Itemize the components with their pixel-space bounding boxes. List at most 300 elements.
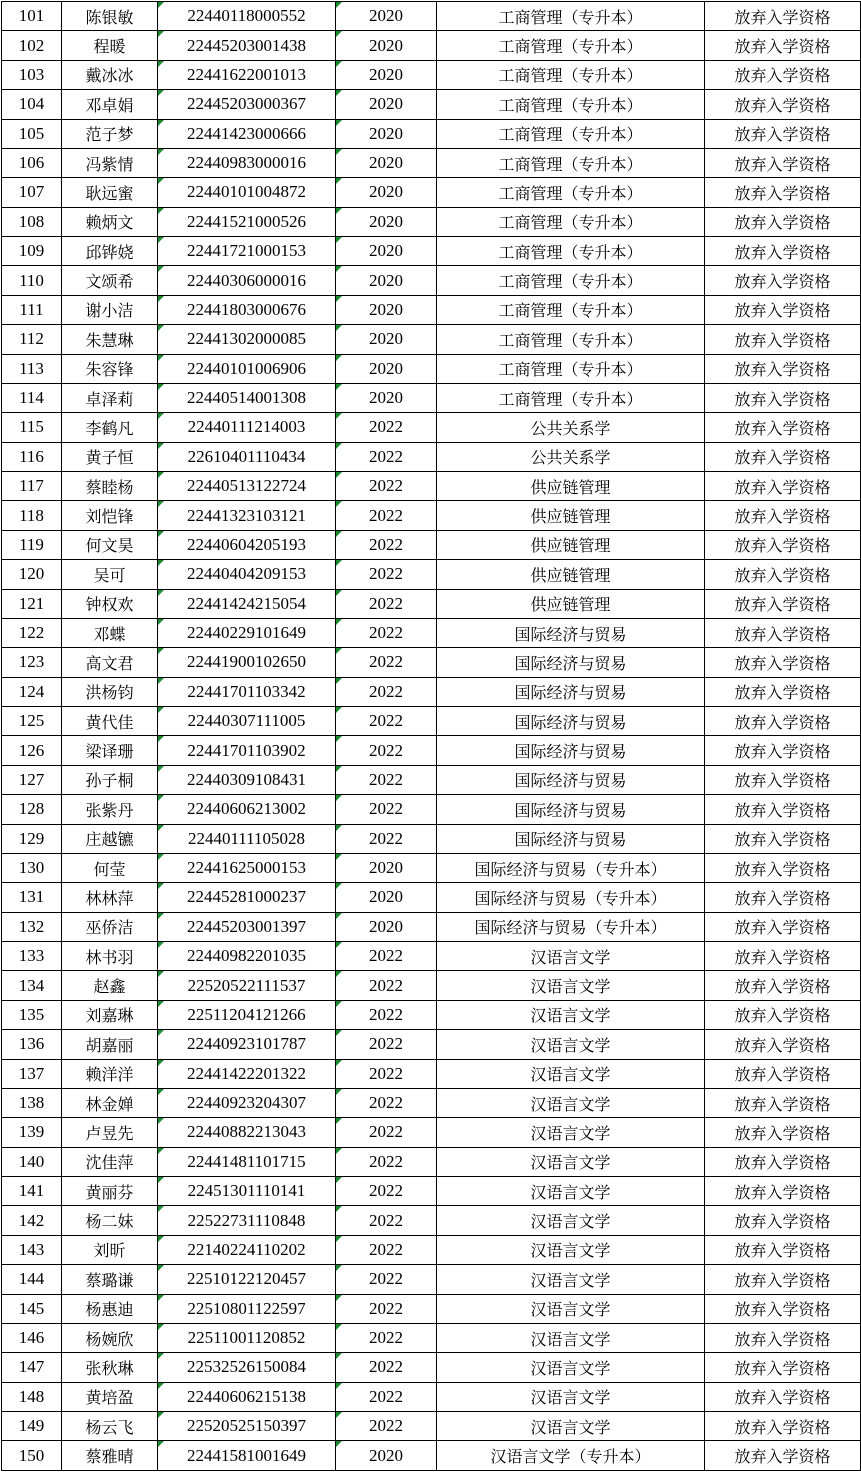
student-name-cell: 邱铧娆 — [62, 237, 158, 266]
exam-id-cell: 22440923101787 — [158, 1030, 336, 1059]
exam-id-cell: 22510122120457 — [158, 1265, 336, 1294]
enrollment-year-cell: 2020 — [336, 383, 437, 412]
student-name-cell: 蔡璐谦 — [62, 1265, 158, 1294]
row-number-cell: 115 — [2, 413, 62, 442]
major-cell: 供应链管理 — [437, 560, 705, 589]
student-name-cell: 孙子桐 — [62, 765, 158, 794]
major-cell: 国际经济与贸易 — [437, 795, 705, 824]
student-name-cell: 钟权欢 — [62, 589, 158, 618]
row-number-cell: 114 — [2, 383, 62, 412]
student-name-cell: 杨云飞 — [62, 1412, 158, 1441]
table-body — [2, 2, 861, 1471]
student-name-cell: 何莹 — [62, 853, 158, 882]
enrollment-year-cell: 2020 — [336, 148, 437, 177]
table-row — [2, 442, 861, 471]
status-cell: 放弃入学资格 — [705, 736, 861, 765]
major-cell: 工商管理（专升本） — [437, 325, 705, 354]
student-name-cell: 庄越镳 — [62, 824, 158, 853]
student-name-cell: 吴可 — [62, 560, 158, 589]
row-number-cell: 145 — [2, 1294, 62, 1323]
enrollment-year-cell: 2022 — [336, 795, 437, 824]
enrollment-year-cell: 2020 — [336, 119, 437, 148]
student-name-cell: 黄培盈 — [62, 1382, 158, 1411]
table-row — [2, 1206, 861, 1235]
major-cell: 工商管理（专升本） — [437, 31, 705, 60]
row-number-cell: 103 — [2, 60, 62, 89]
enrollment-year-cell: 2020 — [336, 325, 437, 354]
enrollment-year-cell: 2020 — [336, 31, 437, 60]
enrollment-year-cell: 2022 — [336, 413, 437, 442]
table-row — [2, 178, 861, 207]
status-cell: 放弃入学资格 — [705, 1353, 861, 1382]
student-name-cell: 卓泽莉 — [62, 383, 158, 412]
major-cell: 汉语言文学 — [437, 1030, 705, 1059]
exam-id-cell: 22441803000676 — [158, 295, 336, 324]
row-number-cell: 144 — [2, 1265, 62, 1294]
student-name-cell: 洪杨钧 — [62, 677, 158, 706]
table-row — [2, 1412, 861, 1441]
exam-id-cell: 22441521000526 — [158, 207, 336, 236]
table-row — [2, 1353, 861, 1382]
row-number-cell: 130 — [2, 853, 62, 882]
exam-id-cell: 22610401110434 — [158, 442, 336, 471]
exam-id-cell: 22441424215054 — [158, 589, 336, 618]
enrollment-year-cell: 2020 — [336, 60, 437, 89]
table-row — [2, 589, 861, 618]
major-cell: 国际经济与贸易 — [437, 618, 705, 647]
row-number-cell: 150 — [2, 1441, 62, 1470]
row-number-cell: 105 — [2, 119, 62, 148]
exam-id-cell: 22441481101715 — [158, 1147, 336, 1176]
exam-id-cell: 22440111105028 — [158, 824, 336, 853]
status-cell: 放弃入学资格 — [705, 795, 861, 824]
major-cell: 汉语言文学 — [437, 1382, 705, 1411]
student-name-cell: 戴冰冰 — [62, 60, 158, 89]
exam-id-cell: 22440513122724 — [158, 472, 336, 501]
status-cell: 放弃入学资格 — [705, 618, 861, 647]
student-name-cell: 文颂希 — [62, 266, 158, 295]
table-row — [2, 1000, 861, 1029]
exam-id-cell: 22511001120852 — [158, 1323, 336, 1352]
row-number-cell: 143 — [2, 1235, 62, 1264]
status-cell: 放弃入学资格 — [705, 677, 861, 706]
status-cell: 放弃入学资格 — [705, 325, 861, 354]
table-row — [2, 1441, 861, 1470]
row-number-cell: 133 — [2, 942, 62, 971]
exam-id-cell: 22440101004872 — [158, 178, 336, 207]
table-row — [2, 354, 861, 383]
row-number-cell: 127 — [2, 765, 62, 794]
table-row — [2, 530, 861, 559]
row-number-cell: 136 — [2, 1030, 62, 1059]
enrollment-year-cell: 2022 — [336, 942, 437, 971]
major-cell: 汉语言文学 — [437, 1235, 705, 1264]
enrollment-year-cell: 2022 — [336, 1118, 437, 1147]
exam-id-cell: 22522731110848 — [158, 1206, 336, 1235]
student-name-cell: 刘嘉琳 — [62, 1000, 158, 1029]
exam-id-cell: 22440111214003 — [158, 413, 336, 442]
student-name-cell: 邓蝶 — [62, 618, 158, 647]
major-cell: 公共关系学 — [437, 442, 705, 471]
table-row — [2, 765, 861, 794]
enrollment-year-cell: 2022 — [336, 1265, 437, 1294]
status-cell: 放弃入学资格 — [705, 1441, 861, 1470]
major-cell: 汉语言文学 — [437, 1294, 705, 1323]
enrollment-year-cell: 2020 — [336, 237, 437, 266]
enrollment-year-cell: 2022 — [336, 765, 437, 794]
row-number-cell: 123 — [2, 648, 62, 677]
table-row — [2, 1382, 861, 1411]
table-row — [2, 325, 861, 354]
student-name-cell: 张秋琳 — [62, 1353, 158, 1382]
major-cell: 国际经济与贸易 — [437, 824, 705, 853]
enrollment-year-cell: 2022 — [336, 824, 437, 853]
major-cell: 供应链管理 — [437, 472, 705, 501]
table-row — [2, 971, 861, 1000]
status-cell: 放弃入学资格 — [705, 765, 861, 794]
student-name-cell: 胡嘉丽 — [62, 1030, 158, 1059]
enrollment-year-cell: 2022 — [336, 1000, 437, 1029]
major-cell: 工商管理（专升本） — [437, 237, 705, 266]
student-name-cell: 林金婵 — [62, 1088, 158, 1117]
enrollment-year-cell: 2022 — [336, 1059, 437, 1088]
table-row — [2, 560, 861, 589]
enrollment-year-cell: 2020 — [336, 178, 437, 207]
status-cell: 放弃入学资格 — [705, 501, 861, 530]
row-number-cell: 147 — [2, 1353, 62, 1382]
row-number-cell: 109 — [2, 237, 62, 266]
table-row — [2, 824, 861, 853]
table-row — [2, 912, 861, 941]
student-name-cell: 杨惠迪 — [62, 1294, 158, 1323]
status-cell: 放弃入学资格 — [705, 295, 861, 324]
student-name-cell: 陈银敏 — [62, 2, 158, 31]
enrollment-year-cell: 2020 — [336, 266, 437, 295]
row-number-cell: 106 — [2, 148, 62, 177]
row-number-cell: 125 — [2, 707, 62, 736]
major-cell: 国际经济与贸易（专升本） — [437, 912, 705, 941]
table-row — [2, 148, 861, 177]
status-cell: 放弃入学资格 — [705, 1030, 861, 1059]
enrollment-year-cell: 2020 — [336, 90, 437, 119]
enrollment-year-cell: 2022 — [336, 1235, 437, 1264]
student-name-cell: 黄丽芬 — [62, 1177, 158, 1206]
enrollment-year-cell: 2022 — [336, 589, 437, 618]
table-row — [2, 618, 861, 647]
exam-id-cell: 22510801122597 — [158, 1294, 336, 1323]
table-row — [2, 2, 861, 31]
enrollment-year-cell: 2022 — [336, 677, 437, 706]
exam-id-cell: 22441622001013 — [158, 60, 336, 89]
table-row — [2, 1235, 861, 1264]
status-cell: 放弃入学资格 — [705, 31, 861, 60]
row-number-cell: 121 — [2, 589, 62, 618]
enrollment-year-cell: 2022 — [336, 1353, 437, 1382]
enrollment-year-cell: 2020 — [336, 853, 437, 882]
row-number-cell: 146 — [2, 1323, 62, 1352]
status-cell: 放弃入学资格 — [705, 178, 861, 207]
row-number-cell: 149 — [2, 1412, 62, 1441]
exam-id-cell: 22440101006906 — [158, 354, 336, 383]
table-row — [2, 31, 861, 60]
enrollment-year-cell: 2020 — [336, 207, 437, 236]
student-name-cell: 朱容锋 — [62, 354, 158, 383]
major-cell: 工商管理（专升本） — [437, 178, 705, 207]
status-cell: 放弃入学资格 — [705, 2, 861, 31]
major-cell: 汉语言文学 — [437, 942, 705, 971]
major-cell: 公共关系学 — [437, 413, 705, 442]
table-row — [2, 383, 861, 412]
student-name-cell: 林林萍 — [62, 883, 158, 912]
table-row — [2, 237, 861, 266]
row-number-cell: 135 — [2, 1000, 62, 1029]
table-row — [2, 1088, 861, 1117]
exam-id-cell: 22440983000016 — [158, 148, 336, 177]
table-row — [2, 1265, 861, 1294]
student-name-cell: 刘恺锋 — [62, 501, 158, 530]
major-cell: 国际经济与贸易 — [437, 677, 705, 706]
row-number-cell: 104 — [2, 90, 62, 119]
major-cell: 汉语言文学 — [437, 1265, 705, 1294]
exam-id-cell: 22511204121266 — [158, 1000, 336, 1029]
status-cell: 放弃入学资格 — [705, 442, 861, 471]
status-cell: 放弃入学资格 — [705, 971, 861, 1000]
student-name-cell: 朱慧琳 — [62, 325, 158, 354]
student-name-cell: 范子梦 — [62, 119, 158, 148]
table-row — [2, 1323, 861, 1352]
major-cell: 供应链管理 — [437, 589, 705, 618]
major-cell: 工商管理（专升本） — [437, 119, 705, 148]
exam-id-cell: 22440307111005 — [158, 707, 336, 736]
student-name-cell: 蔡雅晴 — [62, 1441, 158, 1470]
status-cell: 放弃入学资格 — [705, 560, 861, 589]
major-cell: 工商管理（专升本） — [437, 2, 705, 31]
row-number-cell: 131 — [2, 883, 62, 912]
row-number-cell: 101 — [2, 2, 62, 31]
status-cell: 放弃入学资格 — [705, 354, 861, 383]
exam-id-cell: 22440514001308 — [158, 383, 336, 412]
status-cell: 放弃入学资格 — [705, 413, 861, 442]
student-name-cell: 黄子恒 — [62, 442, 158, 471]
table-row — [2, 1118, 861, 1147]
status-cell: 放弃入学资格 — [705, 119, 861, 148]
table-row — [2, 119, 861, 148]
row-number-cell: 140 — [2, 1147, 62, 1176]
table-row — [2, 648, 861, 677]
row-number-cell: 134 — [2, 971, 62, 1000]
major-cell: 汉语言文学 — [437, 1147, 705, 1176]
enrollment-year-cell: 2022 — [336, 1147, 437, 1176]
row-number-cell: 111 — [2, 295, 62, 324]
exam-id-cell: 22441900102650 — [158, 648, 336, 677]
exam-id-cell: 22440404209153 — [158, 560, 336, 589]
major-cell: 供应链管理 — [437, 530, 705, 559]
status-cell: 放弃入学资格 — [705, 1382, 861, 1411]
exam-id-cell: 22441422201322 — [158, 1059, 336, 1088]
status-cell: 放弃入学资格 — [705, 266, 861, 295]
exam-id-cell: 22440118000552 — [158, 2, 336, 31]
enrollment-year-cell: 2022 — [336, 1206, 437, 1235]
exam-id-cell: 22441423000666 — [158, 119, 336, 148]
row-number-cell: 128 — [2, 795, 62, 824]
status-cell: 放弃入学资格 — [705, 853, 861, 882]
major-cell: 工商管理（专升本） — [437, 383, 705, 412]
exam-id-cell: 22440882213043 — [158, 1118, 336, 1147]
status-cell: 放弃入学资格 — [705, 90, 861, 119]
status-cell: 放弃入学资格 — [705, 1235, 861, 1264]
table-row — [2, 1059, 861, 1088]
row-number-cell: 120 — [2, 560, 62, 589]
enrollment-year-cell: 2020 — [336, 912, 437, 941]
table-row — [2, 795, 861, 824]
major-cell: 汉语言文学 — [437, 971, 705, 1000]
table-row — [2, 707, 861, 736]
exam-id-cell: 22441625000153 — [158, 853, 336, 882]
enrollment-year-cell: 2022 — [336, 1412, 437, 1441]
table-row — [2, 207, 861, 236]
exam-id-cell: 22445203001438 — [158, 31, 336, 60]
enrollment-table — [1, 1, 861, 1471]
table-row — [2, 1177, 861, 1206]
student-name-cell: 冯紫情 — [62, 148, 158, 177]
table-row — [2, 883, 861, 912]
table-row — [2, 677, 861, 706]
exam-id-cell: 22445281000237 — [158, 883, 336, 912]
row-number-cell: 139 — [2, 1118, 62, 1147]
student-name-cell: 刘昕 — [62, 1235, 158, 1264]
exam-id-cell: 22440982201035 — [158, 942, 336, 971]
enrollment-year-cell: 2022 — [336, 1030, 437, 1059]
table-row — [2, 1030, 861, 1059]
major-cell: 国际经济与贸易 — [437, 736, 705, 765]
major-cell: 国际经济与贸易 — [437, 648, 705, 677]
status-cell: 放弃入学资格 — [705, 1059, 861, 1088]
major-cell: 汉语言文学 — [437, 1412, 705, 1441]
row-number-cell: 102 — [2, 31, 62, 60]
status-cell: 放弃入学资格 — [705, 824, 861, 853]
student-name-cell: 林书羽 — [62, 942, 158, 971]
enrollment-year-cell: 2020 — [336, 2, 437, 31]
enrollment-year-cell: 2022 — [336, 736, 437, 765]
student-name-cell: 蔡睦杨 — [62, 472, 158, 501]
status-cell: 放弃入学资格 — [705, 1294, 861, 1323]
status-cell: 放弃入学资格 — [705, 1000, 861, 1029]
status-cell: 放弃入学资格 — [705, 207, 861, 236]
exam-id-cell: 22441701103902 — [158, 736, 336, 765]
enrollment-year-cell: 2022 — [336, 707, 437, 736]
table-row — [2, 1147, 861, 1176]
student-name-cell: 赖洋洋 — [62, 1059, 158, 1088]
row-number-cell: 108 — [2, 207, 62, 236]
row-number-cell: 124 — [2, 677, 62, 706]
status-cell: 放弃入学资格 — [705, 942, 861, 971]
student-name-cell: 沈佳萍 — [62, 1147, 158, 1176]
enrollment-year-cell: 2022 — [336, 1088, 437, 1117]
major-cell: 汉语言文学 — [437, 1177, 705, 1206]
table-row — [2, 1294, 861, 1323]
enrollment-year-cell: 2022 — [336, 1294, 437, 1323]
row-number-cell: 110 — [2, 266, 62, 295]
major-cell: 汉语言文学 — [437, 1118, 705, 1147]
status-cell: 放弃入学资格 — [705, 1323, 861, 1352]
status-cell: 放弃入学资格 — [705, 1412, 861, 1441]
status-cell: 放弃入学资格 — [705, 648, 861, 677]
row-number-cell: 142 — [2, 1206, 62, 1235]
row-number-cell: 126 — [2, 736, 62, 765]
status-cell: 放弃入学资格 — [705, 912, 861, 941]
exam-id-cell: 22520522111537 — [158, 971, 336, 1000]
status-cell: 放弃入学资格 — [705, 707, 861, 736]
student-name-cell: 谢小洁 — [62, 295, 158, 324]
row-number-cell: 113 — [2, 354, 62, 383]
row-number-cell: 138 — [2, 1088, 62, 1117]
exam-id-cell: 22441721000153 — [158, 237, 336, 266]
status-cell: 放弃入学资格 — [705, 148, 861, 177]
row-number-cell: 137 — [2, 1059, 62, 1088]
student-name-cell: 杨二妹 — [62, 1206, 158, 1235]
table-row — [2, 90, 861, 119]
student-name-cell: 巫侨洁 — [62, 912, 158, 941]
major-cell: 国际经济与贸易 — [437, 707, 705, 736]
table-row — [2, 472, 861, 501]
exam-id-cell: 22440923204307 — [158, 1088, 336, 1117]
student-name-cell: 黄代佳 — [62, 707, 158, 736]
major-cell: 汉语言文学 — [437, 1206, 705, 1235]
student-name-cell: 邓卓娟 — [62, 90, 158, 119]
row-number-cell: 129 — [2, 824, 62, 853]
major-cell: 供应链管理 — [437, 501, 705, 530]
exam-id-cell: 22441323103121 — [158, 501, 336, 530]
exam-id-cell: 22532526150084 — [158, 1353, 336, 1382]
student-name-cell: 张紫丹 — [62, 795, 158, 824]
enrollment-year-cell: 2020 — [336, 883, 437, 912]
student-name-cell: 赖炳文 — [62, 207, 158, 236]
student-name-cell: 程暖 — [62, 31, 158, 60]
major-cell: 工商管理（专升本） — [437, 148, 705, 177]
table-row — [2, 413, 861, 442]
row-number-cell: 118 — [2, 501, 62, 530]
exam-id-cell: 22445203000367 — [158, 90, 336, 119]
enrollment-year-cell: 2022 — [336, 971, 437, 1000]
row-number-cell: 112 — [2, 325, 62, 354]
status-cell: 放弃入学资格 — [705, 1088, 861, 1117]
exam-id-cell: 22441581001649 — [158, 1441, 336, 1470]
row-number-cell: 107 — [2, 178, 62, 207]
student-name-cell: 杨婉欣 — [62, 1323, 158, 1352]
status-cell: 放弃入学资格 — [705, 383, 861, 412]
exam-id-cell: 22441302000085 — [158, 325, 336, 354]
major-cell: 国际经济与贸易（专升本） — [437, 853, 705, 882]
exam-id-cell: 22445203001397 — [158, 912, 336, 941]
row-number-cell: 122 — [2, 618, 62, 647]
enrollment-year-cell: 2022 — [336, 648, 437, 677]
enrollment-year-cell: 2020 — [336, 295, 437, 324]
status-cell: 放弃入学资格 — [705, 589, 861, 618]
exam-id-cell: 22520525150397 — [158, 1412, 336, 1441]
status-cell: 放弃入学资格 — [705, 1147, 861, 1176]
exam-id-cell: 22440604205193 — [158, 530, 336, 559]
student-name-cell: 卢昱先 — [62, 1118, 158, 1147]
table-row — [2, 501, 861, 530]
enrollment-year-cell: 2022 — [336, 1177, 437, 1206]
major-cell: 汉语言文学 — [437, 1323, 705, 1352]
table-row — [2, 736, 861, 765]
status-cell: 放弃入学资格 — [705, 1177, 861, 1206]
enrollment-year-cell: 2022 — [336, 501, 437, 530]
row-number-cell: 117 — [2, 472, 62, 501]
student-name-cell: 梁译珊 — [62, 736, 158, 765]
major-cell: 汉语言文学 — [437, 1353, 705, 1382]
